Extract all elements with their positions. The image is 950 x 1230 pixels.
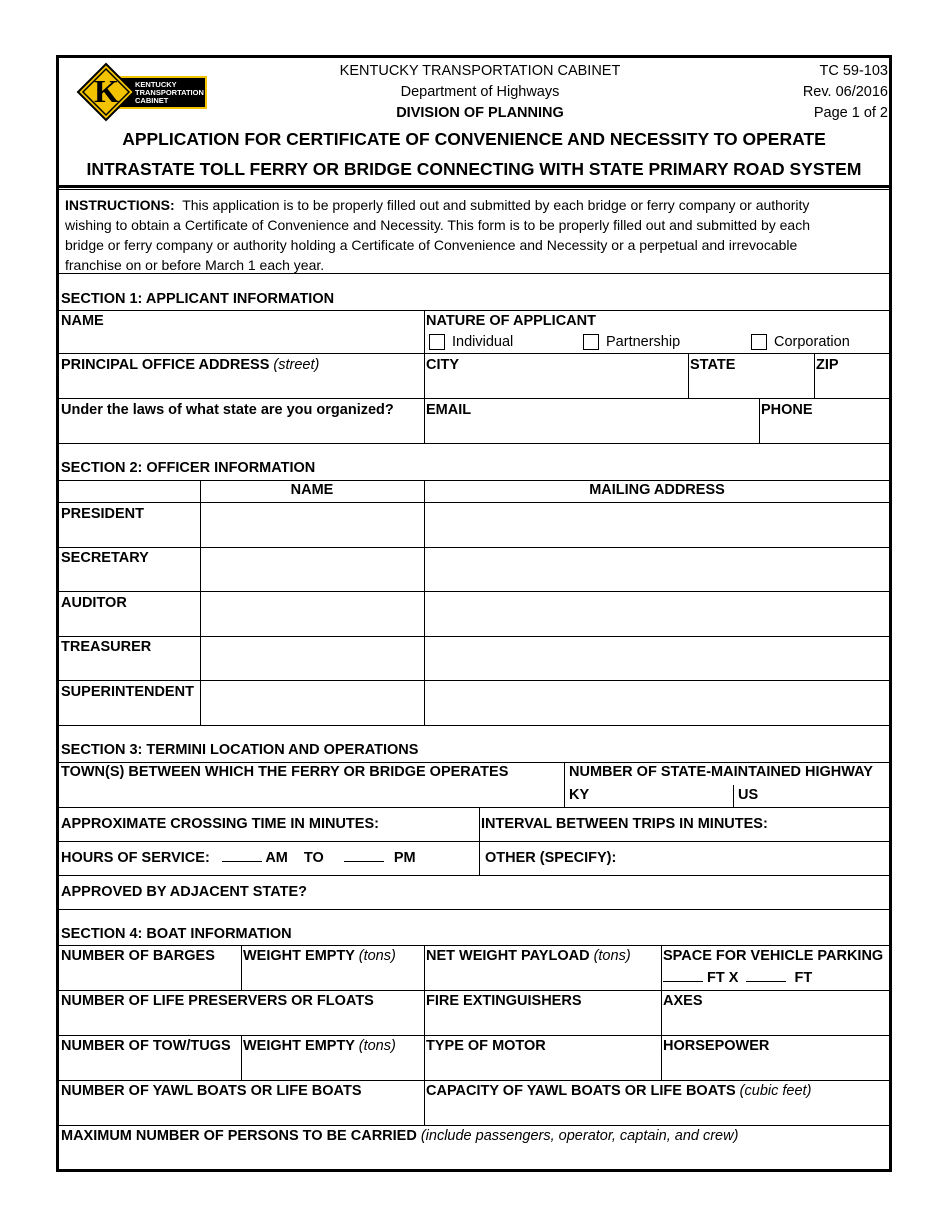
superintendent-label: SUPERINTENDENT [61,684,194,700]
zip-label: ZIP [816,357,839,373]
section2-title: SECTION 2: OFFICER INFORMATION [61,460,316,476]
us-label: US [738,787,759,803]
pm-blank[interactable] [344,861,384,862]
section1-title: SECTION 1: APPLICANT INFORMATION [61,291,335,307]
laws-label: Under the laws of what state are you organized? [61,402,394,418]
corporation-label: Corporation [774,334,850,350]
page-number: Page 1 of 2 [813,105,888,121]
preservers-label: NUMBER OF LIFE PRESERVERS OR FLOATS [61,993,374,1009]
email-label: EMAIL [426,402,472,418]
header-divider [58,185,890,188]
axes-label: AXES [663,993,703,1009]
other-specify-label: OTHER (SPECIFY): [485,850,617,866]
section3-title: SECTION 3: TERMINI LOCATION AND OPERATIONS [61,742,419,758]
parking-label: SPACE FOR VEHICLE PARKING [663,948,884,964]
partnership-checkbox[interactable] [583,334,599,350]
form-title-line1: APPLICATION FOR CERTIFICATE OF CONVENIENCE AND NECESSITY TO OPERATE [122,129,826,149]
logo-letter: K [94,73,119,109]
corporation-checkbox[interactable] [751,334,767,350]
president-label: PRESIDENT [61,506,144,522]
hours-of-service: HOURS OF SERVICE: AM TO PM [61,850,416,866]
horsepower-label: HORSEPOWER [663,1038,770,1054]
agency-name: KENTUCKY TRANSPORTATION CABINET [339,63,621,79]
crossing-time-label: APPROXIMATE CROSSING TIME IN MINUTES: [61,816,379,832]
parking-width-blank[interactable] [746,981,786,982]
barge-weight-label: WEIGHT EMPTY (tons) [243,948,396,964]
max-persons-label: MAXIMUM NUMBER OF PERSONS TO BE CARRIED (include passengers, operator, captain, and crew) [61,1128,739,1144]
tug-weight-label: WEIGHT EMPTY (tons) [243,1038,396,1054]
instructions-label: INSTRUCTIONS: [65,197,175,213]
section4-title: SECTION 4: BOAT INFORMATION [61,926,292,942]
capacity-label: CAPACITY OF YAWL BOATS OR LIFE BOATS (cubic feet) [426,1083,812,1099]
motor-label: TYPE OF MOTOR [426,1038,546,1054]
form-title-line2: INTRASTATE TOLL FERRY OR BRIDGE CONNECTING WITH STATE PRIMARY ROAD SYSTEM [86,159,862,179]
extinguishers-label: FIRE EXTINGUISHERS [426,993,582,1009]
parking-length-blank[interactable] [663,981,703,982]
ky-label: KY [569,787,590,803]
approved-label: APPROVED BY ADJACENT STATE? [61,884,307,900]
name-field-label: NAME [61,313,104,329]
barges-label: NUMBER OF BARGES [61,948,215,964]
interval-label: INTERVAL BETWEEN TRIPS IN MINUTES: [481,816,768,832]
form-number: TC 59-103 [819,63,888,79]
logo-text-3: CABINET [135,96,169,105]
auditor-label: AUDITOR [61,595,127,611]
state-label: STATE [690,357,736,373]
instructions: INSTRUCTIONS: This application is to be properly filled out and submitted by each bridge or ferry company or authority wishing to obtain a Certificate of Convenience and Necessity. This form is to be properly filled out and submitted by each bridge or ferry company or authority holding a Certificate of Convenience and Necessity or a perpetual and irrevocable franchise on or before March 1 each year. [65,197,810,273]
officer-name-header: NAME [290,482,334,498]
division-name: DIVISION OF PLANNING [396,105,564,121]
department-name: Department of Highways [400,84,560,100]
towns-label: TOWN(S) BETWEEN WHICH THE FERRY OR BRIDGE OPERATES [61,764,509,780]
parking-dimensions: FT X FT [663,970,812,986]
mailing-address-header: MAILING ADDRESS [589,482,725,498]
phone-label: PHONE [761,402,813,418]
individual-label: Individual [452,334,514,350]
highway-label: NUMBER OF STATE-MAINTAINED HIGHWAY [569,764,873,780]
partnership-label: Partnership [606,334,681,350]
address-label: PRINCIPAL OFFICE ADDRESS (street) [61,357,320,373]
form-revision: Rev. 06/2016 [802,84,888,100]
logo-text-2: TRANSPORTATION [135,88,204,97]
am-blank[interactable] [222,861,262,862]
nature-label: NATURE OF APPLICANT [426,313,596,329]
kytc-logo [72,62,212,122]
payload-label: NET WEIGHT PAYLOAD (tons) [426,948,631,964]
secretary-label: SECRETARY [61,550,149,566]
treasurer-label: TREASURER [61,639,152,655]
individual-checkbox[interactable] [429,334,445,350]
logo-text-1: KENTUCKY [135,80,177,89]
tugs-label: NUMBER OF TOW/TUGS [61,1038,231,1054]
yawl-label: NUMBER OF YAWL BOATS OR LIFE BOATS [61,1083,362,1099]
city-label: CITY [426,357,460,373]
